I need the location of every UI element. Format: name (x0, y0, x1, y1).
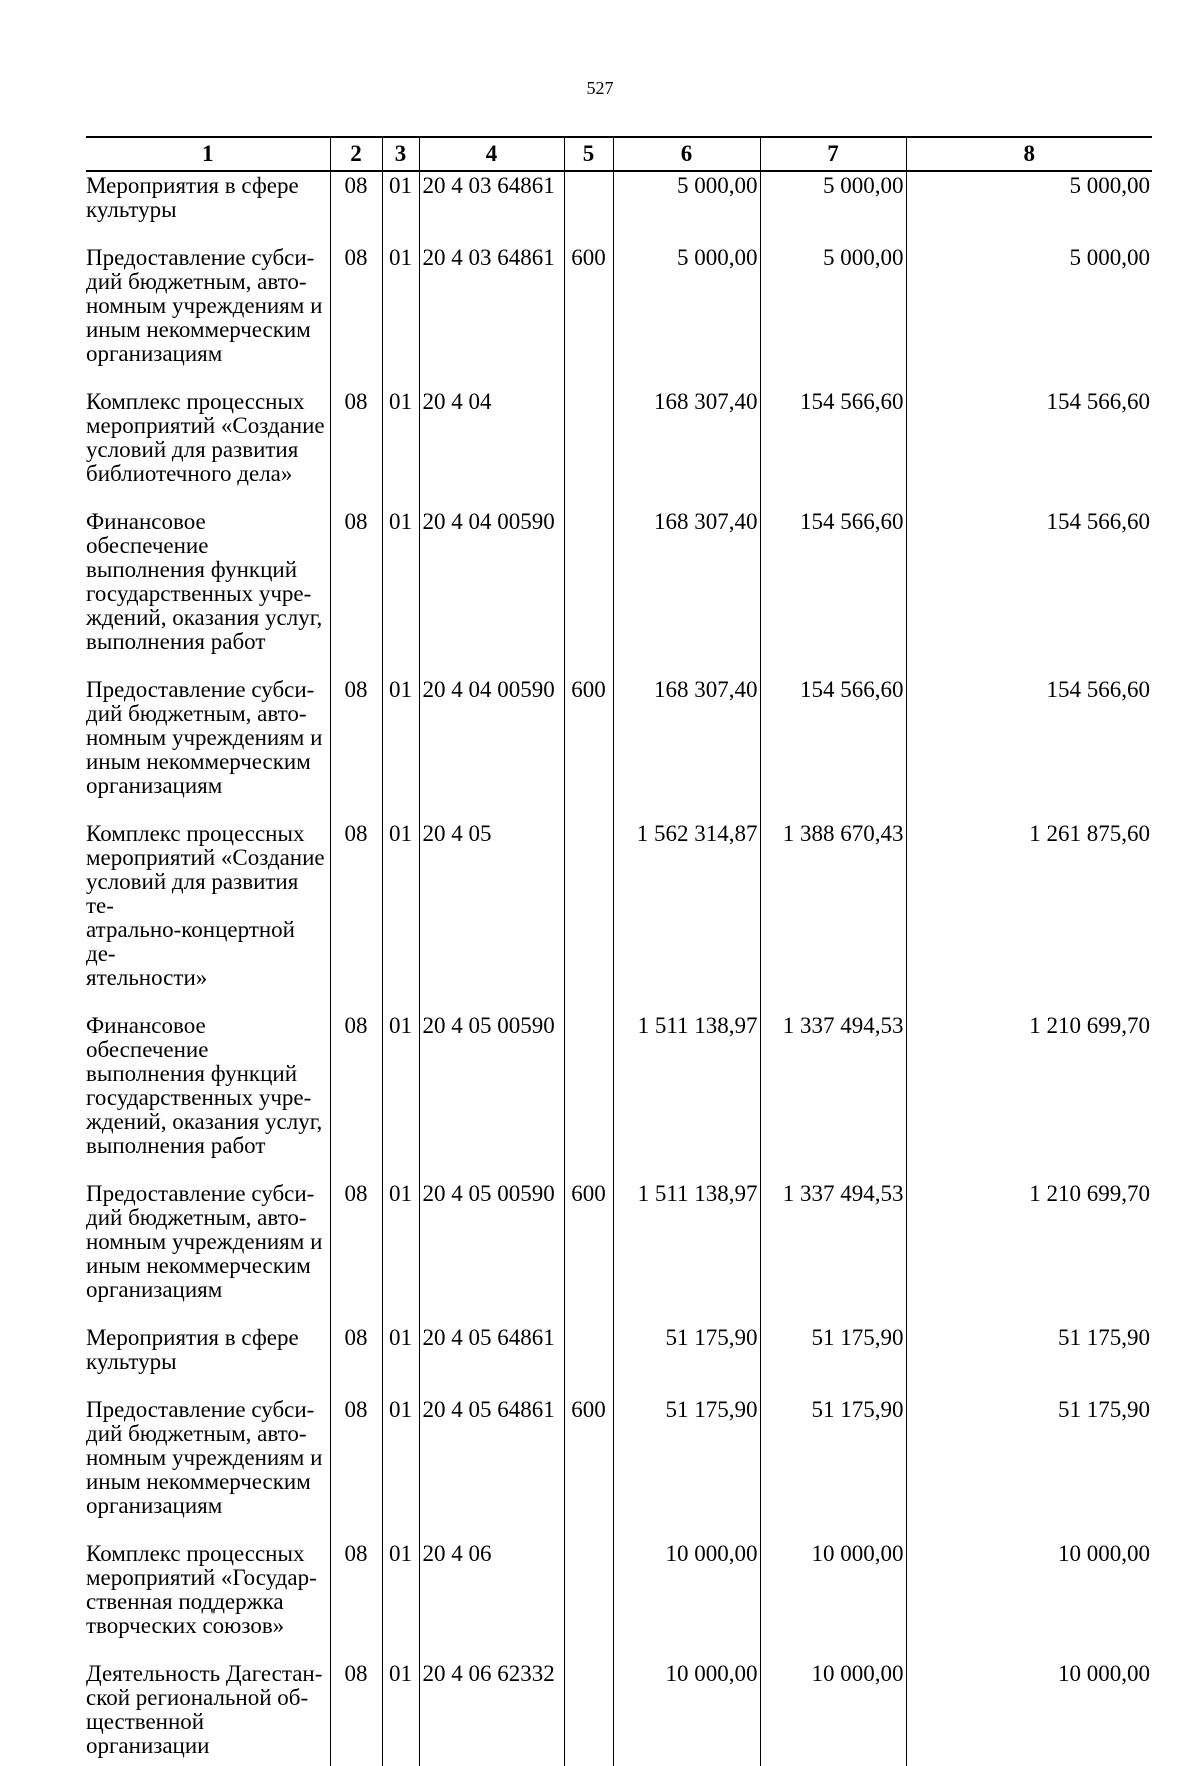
cell-section: 08 (330, 171, 382, 246)
item-name-line: организациям (86, 341, 223, 366)
header-col-7: 7 (760, 137, 906, 171)
cell-amount-3: 10 000,00 (906, 1662, 1152, 1766)
header-col-6: 6 (613, 137, 760, 171)
cell-item-name (86, 390, 330, 510)
item-name-line: организациям (86, 773, 223, 798)
item-name-line: номным учреждениям и (86, 293, 323, 318)
item-name-line: Предоставление субси- (86, 245, 315, 270)
cell-amount-1: 168 307,40 (613, 510, 760, 678)
cell-target-article: 20 4 04 (419, 390, 564, 510)
cell-item-name (86, 1542, 330, 1662)
cell-section: 08 (330, 678, 382, 822)
table-row (86, 678, 1152, 822)
item-name-line: Комплекс процессных (86, 1541, 305, 1566)
cell-section: 08 (330, 1398, 382, 1542)
item-name-line: мероприятий «Создание (86, 845, 325, 870)
item-name-line: Комплекс процессных (86, 821, 305, 846)
item-name-line: щественной организации (86, 1709, 210, 1758)
cell-amount-3: 51 175,90 (906, 1398, 1152, 1542)
cell-amount-1: 1 562 314,87 (613, 822, 760, 1014)
cell-item-name (86, 678, 330, 822)
table-row (86, 390, 1152, 510)
item-name-line: выполнения работ (86, 629, 266, 654)
item-name-line: ждений, оказания услуг, (86, 605, 323, 630)
cell-amount-2: 154 566,60 (760, 678, 906, 822)
header-col-3: 3 (382, 137, 419, 171)
table-row (86, 1542, 1152, 1662)
item-name-line: государственных учре- (86, 581, 312, 606)
cell-item-name (86, 246, 330, 390)
cell-expense-type (564, 510, 613, 678)
item-name-line: Комплекс процессных (86, 389, 305, 414)
item-name-line: условий для развития те- (86, 869, 299, 918)
item-name-line: иным некоммерческим (86, 1469, 311, 1494)
cell-target-article: 20 4 04 00590 (419, 678, 564, 822)
cell-expense-type (564, 1662, 613, 1766)
cell-amount-3: 5 000,00 (906, 171, 1152, 246)
cell-expense-type (564, 1014, 613, 1182)
cell-amount-3: 10 000,00 (906, 1542, 1152, 1662)
item-name-line: Предоставление субси- (86, 1397, 315, 1422)
cell-amount-1: 51 175,90 (613, 1398, 760, 1542)
cell-amount-2: 10 000,00 (760, 1662, 906, 1766)
item-name-line: Предоставление субси- (86, 677, 315, 702)
cell-subsection: 01 (382, 390, 419, 510)
cell-amount-3: 1 210 699,70 (906, 1014, 1152, 1182)
cell-subsection: 01 (382, 246, 419, 390)
header-col-8: 8 (906, 137, 1152, 171)
cell-amount-2: 51 175,90 (760, 1326, 906, 1398)
cell-amount-2: 1 337 494,53 (760, 1014, 906, 1182)
item-name-line: ственная поддержка (86, 1589, 284, 1614)
cell-expense-type: 600 (564, 1398, 613, 1542)
cell-amount-2: 154 566,60 (760, 390, 906, 510)
item-name-line: дий бюджетным, авто- (86, 1421, 307, 1446)
cell-amount-1: 10 000,00 (613, 1542, 760, 1662)
cell-target-article: 20 4 04 00590 (419, 510, 564, 678)
item-name-line: атрально-концертной де- (86, 917, 295, 966)
item-name-line: культуры (86, 1349, 177, 1374)
table-row (86, 1014, 1152, 1182)
table-row (86, 1662, 1152, 1766)
cell-subsection: 01 (382, 1326, 419, 1398)
table-row (86, 1182, 1152, 1326)
cell-section: 08 (330, 510, 382, 678)
cell-target-article: 20 4 06 62332 (419, 1662, 564, 1766)
item-name-line: организациям (86, 1277, 223, 1302)
cell-item-name (86, 171, 330, 246)
item-name-line: дий бюджетным, авто- (86, 701, 307, 726)
cell-amount-1: 5 000,00 (613, 171, 760, 246)
item-name-line: выполнения функций (86, 1061, 297, 1086)
table-row (86, 510, 1152, 678)
item-name-line: иным некоммерческим (86, 749, 311, 774)
cell-subsection: 01 (382, 1398, 419, 1542)
page-number: 527 (586, 78, 614, 98)
cell-target-article: 20 4 03 64861 (419, 246, 564, 390)
cell-subsection: 01 (382, 171, 419, 246)
cell-amount-3: 1 261 875,60 (906, 822, 1152, 1014)
item-name-line: ждений, оказания услуг, (86, 1109, 323, 1134)
cell-amount-1: 1 511 138,97 (613, 1014, 760, 1182)
table-header-row (86, 137, 1152, 171)
cell-section: 08 (330, 390, 382, 510)
cell-section: 08 (330, 1014, 382, 1182)
item-name-line: Финансовое обеспечение (86, 1013, 209, 1062)
cell-subsection: 01 (382, 1662, 419, 1766)
cell-item-name (86, 822, 330, 1014)
cell-amount-3: 154 566,60 (906, 510, 1152, 678)
cell-expense-type (564, 1542, 613, 1662)
item-name-line: мероприятий «Создание (86, 413, 325, 438)
cell-subsection: 01 (382, 678, 419, 822)
item-name-line: творческих союзов» (86, 1613, 285, 1638)
cell-amount-3: 1 210 699,70 (906, 1182, 1152, 1326)
cell-amount-2: 10 000,00 (760, 1542, 906, 1662)
item-name-line: выполнения работ (86, 1133, 266, 1158)
cell-target-article: 20 4 05 (419, 822, 564, 1014)
cell-target-article: 20 4 05 00590 (419, 1182, 564, 1326)
item-name-line: Мероприятия в сфере (86, 173, 299, 198)
cell-amount-2: 1 388 670,43 (760, 822, 906, 1014)
cell-item-name (86, 510, 330, 678)
cell-section: 08 (330, 1662, 382, 1766)
header-col-2: 2 (330, 137, 382, 171)
header-col-4: 4 (419, 137, 564, 171)
cell-amount-2: 51 175,90 (760, 1398, 906, 1542)
item-name-line: культуры (86, 197, 177, 222)
cell-amount-3: 51 175,90 (906, 1326, 1152, 1398)
item-name-line: Мероприятия в сфере (86, 1325, 299, 1350)
item-name-line: номным учреждениям и (86, 1229, 323, 1254)
cell-amount-2: 1 337 494,53 (760, 1182, 906, 1326)
cell-subsection: 01 (382, 1014, 419, 1182)
cell-item-name (86, 1662, 330, 1766)
header-col-1: 1 (202, 141, 214, 166)
item-name-line: государственных учре- (86, 1085, 312, 1110)
item-name-line: иным некоммерческим (86, 317, 311, 342)
cell-item-name (86, 1326, 330, 1398)
cell-section: 08 (330, 1326, 382, 1398)
item-name-line: Деятельность Дагестан- (86, 1661, 323, 1686)
cell-section: 08 (330, 822, 382, 1014)
cell-item-name (86, 1182, 330, 1326)
table-row (86, 822, 1152, 1014)
cell-expense-type: 600 (564, 1182, 613, 1326)
item-name-line: библиотечного дела» (86, 461, 293, 486)
cell-amount-2: 5 000,00 (760, 246, 906, 390)
item-name-line: ятельности» (86, 965, 208, 990)
cell-amount-1: 51 175,90 (613, 1326, 760, 1398)
cell-amount-3: 154 566,60 (906, 678, 1152, 822)
item-name-line: дий бюджетным, авто- (86, 1205, 307, 1230)
cell-expense-type (564, 822, 613, 1014)
table-row (86, 1326, 1152, 1398)
cell-amount-1: 5 000,00 (613, 246, 760, 390)
cell-item-name (86, 1398, 330, 1542)
item-name-line: номным учреждениям и (86, 725, 323, 750)
cell-target-article: 20 4 05 64861 (419, 1326, 564, 1398)
cell-amount-3: 5 000,00 (906, 246, 1152, 390)
item-name-line: условий для развития (86, 437, 299, 462)
cell-target-article: 20 4 05 00590 (419, 1014, 564, 1182)
cell-expense-type (564, 390, 613, 510)
item-name-line: номным учреждениям и (86, 1445, 323, 1470)
table-body (86, 171, 1152, 1766)
budget-table (86, 136, 1152, 1766)
cell-subsection: 01 (382, 510, 419, 678)
item-name-line: Предоставление субси- (86, 1181, 315, 1206)
cell-expense-type (564, 1326, 613, 1398)
item-name-line: организациям (86, 1493, 223, 1518)
cell-section: 08 (330, 1182, 382, 1326)
cell-target-article: 20 4 03 64861 (419, 171, 564, 246)
item-name-line: дий бюджетным, авто- (86, 269, 307, 294)
cell-expense-type: 600 (564, 246, 613, 390)
cell-amount-2: 154 566,60 (760, 510, 906, 678)
cell-target-article: 20 4 05 64861 (419, 1398, 564, 1542)
cell-target-article: 20 4 06 (419, 1542, 564, 1662)
item-name-line: ской региональной об- (86, 1685, 309, 1710)
cell-subsection: 01 (382, 1542, 419, 1662)
cell-expense-type: 600 (564, 678, 613, 822)
table-row (86, 246, 1152, 390)
cell-amount-1: 10 000,00 (613, 1662, 760, 1766)
item-name-line: Финансовое обеспечение (86, 509, 209, 558)
cell-expense-type (564, 171, 613, 246)
cell-subsection: 01 (382, 822, 419, 1014)
cell-amount-1: 168 307,40 (613, 390, 760, 510)
cell-amount-3: 154 566,60 (906, 390, 1152, 510)
cell-section: 08 (330, 246, 382, 390)
cell-section: 08 (330, 1542, 382, 1662)
cell-subsection: 01 (382, 1182, 419, 1326)
table-row (86, 171, 1152, 246)
cell-amount-1: 1 511 138,97 (613, 1182, 760, 1326)
table-row (86, 1398, 1152, 1542)
cell-amount-1: 168 307,40 (613, 678, 760, 822)
header-col-5: 5 (564, 137, 613, 171)
cell-item-name (86, 1014, 330, 1182)
cell-amount-2: 5 000,00 (760, 171, 906, 246)
item-name-line: иным некоммерческим (86, 1253, 311, 1278)
item-name-line: мероприятий «Государ- (86, 1565, 317, 1590)
item-name-line: выполнения функций (86, 557, 297, 582)
